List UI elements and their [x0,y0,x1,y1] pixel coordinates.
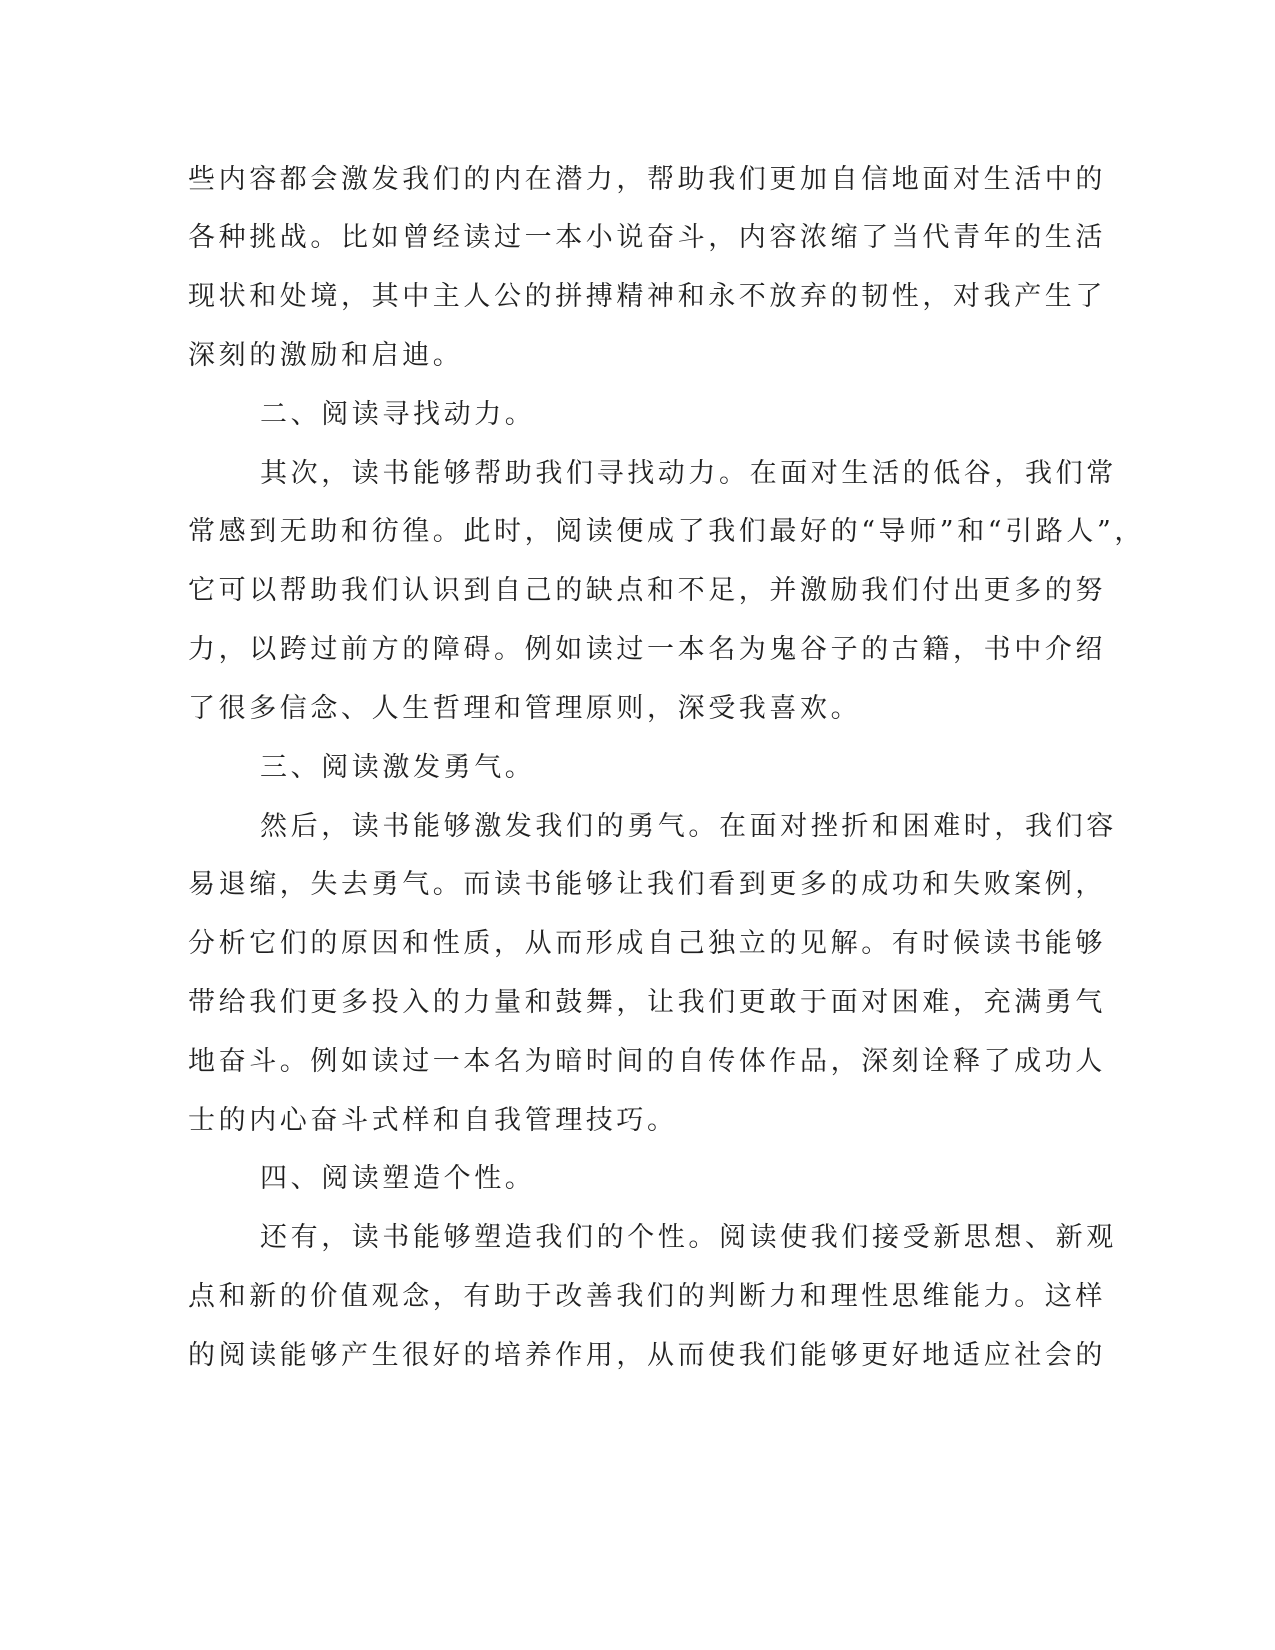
text-line: 现状和处境，其中主人公的拼搏精神和永不放弃的韧性，对我产生了 [188,281,1106,312]
text-line: 常感到无助和彷徨。此时，阅读便成了我们最好的“导师”和“引路人”， [188,516,1146,547]
section-heading: 三、阅读激发勇气。 [260,752,536,783]
text-line: 点和新的价值观念，有助于改善我们的判断力和理性思维能力。这样 [188,1281,1106,1312]
text-line: 然后，读书能够激发我们的勇气。在面对挫折和困难时，我们容 [260,811,1117,842]
section-heading: 二、阅读寻找动力。 [260,399,536,430]
text-line: 其次，读书能够帮助我们寻找动力。在面对生活的低谷，我们常 [260,458,1117,489]
text-line: 它可以帮助我们认识到自己的缺点和不足，并激励我们付出更多的努 [188,575,1106,606]
text-line: 带给我们更多投入的力量和鼓舞，让我们更敢于面对困难，充满勇气 [188,987,1106,1018]
section-heading: 四、阅读塑造个性。 [260,1163,536,1194]
text-line: 力，以跨过前方的障碍。例如读过一本名为鬼谷子的古籍，书中介绍 [188,634,1106,665]
text-line: 地奋斗。例如读过一本名为暗时间的自传体作品，深刻诠释了成功人 [188,1046,1106,1077]
text-line: 深刻的激励和启迪。 [188,340,464,371]
text-line: 了很多信念、人生哲理和管理原则，深受我喜欢。 [188,693,862,724]
text-line: 的阅读能够产生很好的培养作用，从而使我们能够更好地适应社会的 [188,1340,1106,1371]
text-line: 士的内心奋斗式样和自我管理技巧。 [188,1105,678,1136]
text-line: 分析它们的原因和性质，从而形成自己独立的见解。有时候读书能够 [188,928,1106,959]
text-line: 些内容都会激发我们的内在潜力，帮助我们更加自信地面对生活中的 [188,164,1106,195]
text-line: 还有，读书能够塑造我们的个性。阅读使我们接受新思想、新观 [260,1222,1117,1253]
text-line: 易退缩，失去勇气。而读书能够让我们看到更多的成功和失败案例， [188,869,1106,900]
text-line: 各种挑战。比如曾经读过一本小说奋斗，内容浓缩了当代青年的生活 [188,222,1106,253]
